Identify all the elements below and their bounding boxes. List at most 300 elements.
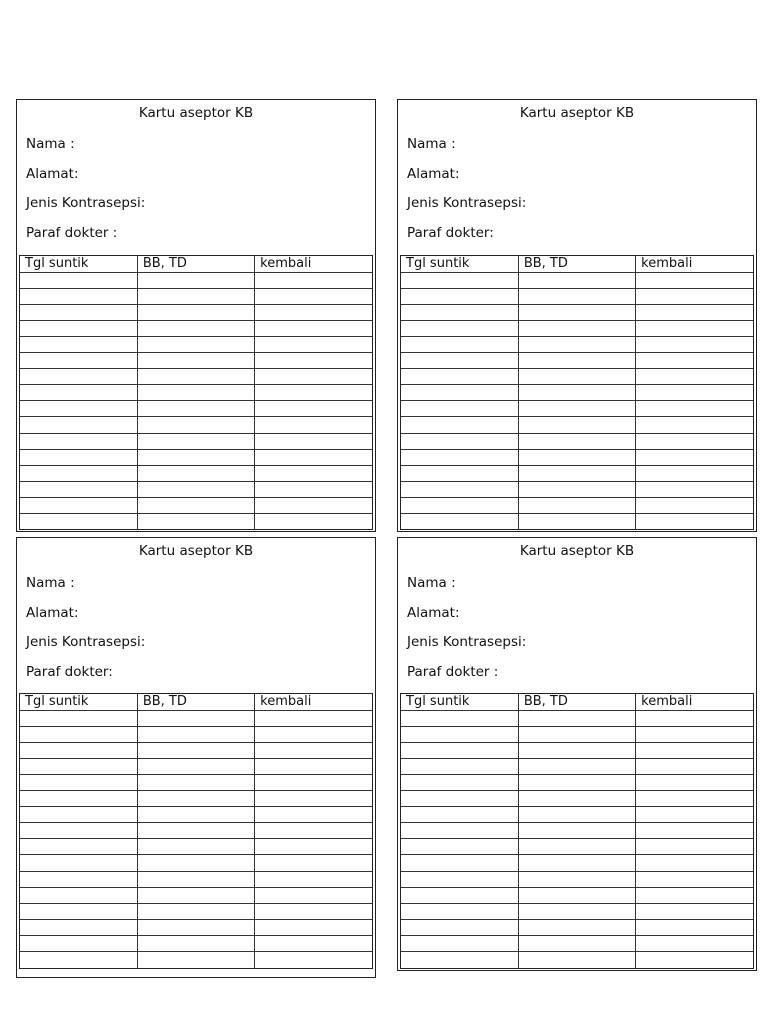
table-cell[interactable] (401, 791, 518, 807)
record-table (19, 693, 373, 969)
table-cell[interactable] (20, 774, 137, 790)
card-bottom-left (16, 537, 376, 978)
table-cell[interactable] (137, 726, 254, 742)
table-row (20, 465, 372, 481)
table-cell[interactable] (636, 871, 753, 887)
nama-field: Nama : (26, 575, 75, 591)
table-cell[interactable] (255, 839, 372, 855)
table-row (20, 272, 372, 288)
table-cell[interactable] (137, 320, 254, 336)
table-cell[interactable] (20, 433, 137, 449)
table-cell[interactable] (255, 855, 372, 871)
table-cell[interactable] (636, 433, 753, 449)
table-cell[interactable] (137, 272, 254, 288)
table-row (401, 952, 753, 968)
table-cell[interactable] (518, 288, 635, 304)
table-row (20, 353, 372, 369)
table-cell[interactable] (636, 758, 753, 774)
table-row (401, 742, 753, 758)
table-row (401, 839, 753, 855)
table-row (20, 369, 372, 385)
table-cell[interactable] (636, 903, 753, 919)
table-cell[interactable] (518, 871, 635, 887)
card-title: Kartu aseptor KB (519, 543, 635, 559)
table-cell[interactable] (401, 449, 518, 465)
table-cell[interactable] (255, 353, 372, 369)
table-cell[interactable] (20, 417, 137, 433)
table-row (20, 449, 372, 465)
paraf-dokter-field: Paraf dokter: (407, 225, 494, 241)
header-tgl-suntik: Tgl suntik (401, 256, 518, 272)
table-cell[interactable] (20, 742, 137, 758)
table-row (20, 823, 372, 839)
table-cell[interactable] (518, 807, 635, 823)
table-header-row (401, 694, 753, 710)
table-row (401, 288, 753, 304)
table-cell[interactable] (636, 304, 753, 320)
table-row (401, 417, 753, 433)
table-cell[interactable] (255, 385, 372, 401)
alamat-field: Alamat: (26, 605, 79, 621)
table-cell[interactable] (20, 791, 137, 807)
table-row (401, 855, 753, 871)
table-cell[interactable] (255, 823, 372, 839)
table-row (401, 919, 753, 935)
table-header-row (401, 256, 753, 272)
table-cell[interactable] (518, 417, 635, 433)
record-table (19, 255, 373, 530)
table-cell[interactable] (20, 807, 137, 823)
table-cell[interactable] (255, 514, 372, 530)
table-cell[interactable] (636, 288, 753, 304)
table-cell[interactable] (518, 481, 635, 497)
table-row (20, 433, 372, 449)
paraf-dokter-field: Paraf dokter : (26, 225, 118, 241)
table-row (20, 887, 372, 903)
table-cell[interactable] (636, 353, 753, 369)
table-cell[interactable] (20, 935, 137, 951)
table-cell[interactable] (401, 465, 518, 481)
table-cell[interactable] (137, 449, 254, 465)
table-cell[interactable] (636, 791, 753, 807)
jenis-kontrasepsi-field: Jenis Kontrasepsi: (407, 634, 527, 650)
header-tgl-suntik: Tgl suntik (20, 256, 137, 272)
table-cell[interactable] (20, 887, 137, 903)
table-cell[interactable] (255, 791, 372, 807)
table-cell[interactable] (255, 919, 372, 935)
table-row (401, 807, 753, 823)
table-cell[interactable] (255, 320, 372, 336)
table-row (20, 871, 372, 887)
table-cell[interactable] (137, 758, 254, 774)
jenis-kontrasepsi-field: Jenis Kontrasepsi: (407, 195, 527, 211)
header-tgl-suntik: Tgl suntik (20, 694, 137, 710)
table-cell[interactable] (255, 417, 372, 433)
table-cell[interactable] (20, 449, 137, 465)
table-cell[interactable] (137, 481, 254, 497)
table-row (20, 791, 372, 807)
table-cell[interactable] (518, 887, 635, 903)
table-cell[interactable] (20, 497, 137, 513)
table-cell[interactable] (137, 952, 254, 968)
table-cell[interactable] (401, 514, 518, 530)
paraf-dokter-field: Paraf dokter : (407, 664, 499, 680)
table-cell[interactable] (137, 935, 254, 951)
table-cell[interactable] (401, 935, 518, 951)
table-cell[interactable] (401, 320, 518, 336)
table-cell[interactable] (518, 320, 635, 336)
table-cell[interactable] (255, 871, 372, 887)
table-cell[interactable] (137, 887, 254, 903)
table-cell[interactable] (401, 807, 518, 823)
table-cell[interactable] (255, 710, 372, 726)
table-cell[interactable] (636, 481, 753, 497)
nama-field: Nama : (407, 575, 456, 591)
table-cell[interactable] (518, 385, 635, 401)
table-cell[interactable] (255, 497, 372, 513)
table-cell[interactable] (255, 742, 372, 758)
table-cell[interactable] (401, 272, 518, 288)
table-cell[interactable] (636, 336, 753, 352)
header-kembali: kembali (255, 256, 372, 272)
card-top-right (397, 99, 757, 532)
table-cell[interactable] (137, 807, 254, 823)
table-cell[interactable] (137, 839, 254, 855)
table-cell[interactable] (137, 903, 254, 919)
alamat-field: Alamat: (407, 166, 460, 182)
table-cell[interactable] (518, 758, 635, 774)
table-cell[interactable] (20, 514, 137, 530)
table-row (401, 871, 753, 887)
table-cell[interactable] (255, 401, 372, 417)
table-cell[interactable] (20, 481, 137, 497)
table-row (401, 320, 753, 336)
table-cell[interactable] (636, 272, 753, 288)
table-row (401, 903, 753, 919)
table-cell[interactable] (255, 726, 372, 742)
record-table (400, 693, 754, 969)
table-cell[interactable] (518, 742, 635, 758)
alamat-field: Alamat: (407, 605, 460, 621)
table-cell[interactable] (636, 726, 753, 742)
table-row (20, 855, 372, 871)
table-row (401, 465, 753, 481)
table-cell[interactable] (636, 465, 753, 481)
table-cell[interactable] (137, 497, 254, 513)
nama-field: Nama : (407, 136, 456, 152)
header-bb-td: BB, TD (518, 256, 635, 272)
table-cell[interactable] (401, 353, 518, 369)
table-cell[interactable] (636, 742, 753, 758)
table-cell[interactable] (255, 774, 372, 790)
card-title: Kartu aseptor KB (519, 105, 635, 121)
table-row (401, 935, 753, 951)
table-cell[interactable] (518, 823, 635, 839)
table-cell[interactable] (636, 839, 753, 855)
table-cell[interactable] (137, 401, 254, 417)
table-cell[interactable] (137, 855, 254, 871)
table-row (401, 887, 753, 903)
table-cell[interactable] (518, 401, 635, 417)
table-cell[interactable] (137, 823, 254, 839)
table-cell[interactable] (636, 385, 753, 401)
table-cell[interactable] (137, 791, 254, 807)
table-cell[interactable] (255, 887, 372, 903)
table-row (20, 935, 372, 951)
table-cell[interactable] (636, 497, 753, 513)
table-cell[interactable] (401, 385, 518, 401)
table-cell[interactable] (255, 807, 372, 823)
table-cell[interactable] (255, 304, 372, 320)
table-cell[interactable] (636, 417, 753, 433)
card-bottom-right (397, 537, 757, 971)
table-cell[interactable] (401, 855, 518, 871)
table-cell[interactable] (20, 855, 137, 871)
table-cell[interactable] (518, 336, 635, 352)
table-cell[interactable] (401, 336, 518, 352)
header-bb-td: BB, TD (137, 256, 254, 272)
table-cell[interactable] (137, 742, 254, 758)
table-cell[interactable] (20, 288, 137, 304)
table-cell[interactable] (401, 823, 518, 839)
table-cell[interactable] (636, 952, 753, 968)
table-row (20, 320, 372, 336)
table-cell[interactable] (255, 433, 372, 449)
table-cell[interactable] (255, 952, 372, 968)
table-cell[interactable] (20, 353, 137, 369)
table-cell[interactable] (137, 369, 254, 385)
table-row (401, 369, 753, 385)
table-row (401, 726, 753, 742)
record-table (400, 255, 754, 530)
table-cell[interactable] (137, 774, 254, 790)
table-cell[interactable] (20, 336, 137, 352)
table-cell[interactable] (636, 401, 753, 417)
table-cell[interactable] (518, 433, 635, 449)
header-kembali: kembali (636, 256, 753, 272)
table-cell[interactable] (137, 304, 254, 320)
table-cell[interactable] (518, 710, 635, 726)
table-row (401, 823, 753, 839)
card-title: Kartu aseptor KB (138, 105, 254, 121)
table-cell[interactable] (401, 871, 518, 887)
table-row (20, 336, 372, 352)
table-row (401, 481, 753, 497)
table-row (401, 710, 753, 726)
table-cell[interactable] (137, 514, 254, 530)
table-cell[interactable] (255, 369, 372, 385)
table-cell[interactable] (636, 855, 753, 871)
table-cell[interactable] (401, 742, 518, 758)
table-cell[interactable] (255, 903, 372, 919)
table-row (401, 336, 753, 352)
table-cell[interactable] (255, 481, 372, 497)
table-cell[interactable] (137, 433, 254, 449)
table-cell[interactable] (20, 726, 137, 742)
table-row (401, 774, 753, 790)
table-cell[interactable] (636, 935, 753, 951)
table-cell[interactable] (137, 336, 254, 352)
alamat-field: Alamat: (26, 166, 79, 182)
table-row (401, 304, 753, 320)
table-row (401, 514, 753, 530)
table-cell[interactable] (636, 449, 753, 465)
table-cell[interactable] (137, 465, 254, 481)
table-row (20, 758, 372, 774)
table-cell[interactable] (401, 952, 518, 968)
table-row (20, 304, 372, 320)
table-cell[interactable] (518, 514, 635, 530)
table-header-row (20, 256, 372, 272)
table-cell[interactable] (518, 497, 635, 513)
table-row (20, 497, 372, 513)
jenis-kontrasepsi-field: Jenis Kontrasepsi: (26, 634, 146, 650)
table-row (20, 385, 372, 401)
table-cell[interactable] (401, 369, 518, 385)
table-row (401, 433, 753, 449)
table-header-row (20, 694, 372, 710)
table-cell[interactable] (518, 726, 635, 742)
table-row (20, 952, 372, 968)
table-row (20, 839, 372, 855)
table-cell[interactable] (255, 465, 372, 481)
table-cell[interactable] (518, 839, 635, 855)
header-bb-td: BB, TD (518, 694, 635, 710)
table-cell[interactable] (137, 288, 254, 304)
table-cell[interactable] (518, 304, 635, 320)
table-row (20, 742, 372, 758)
table-cell[interactable] (401, 288, 518, 304)
table-cell[interactable] (137, 417, 254, 433)
table-cell[interactable] (20, 952, 137, 968)
table-cell[interactable] (20, 710, 137, 726)
table-cell[interactable] (401, 433, 518, 449)
table-cell[interactable] (20, 304, 137, 320)
table-cell[interactable] (137, 353, 254, 369)
table-cell[interactable] (20, 823, 137, 839)
table-cell[interactable] (636, 807, 753, 823)
table-cell[interactable] (636, 514, 753, 530)
table-cell[interactable] (636, 919, 753, 935)
table-row (20, 417, 372, 433)
table-cell[interactable] (518, 465, 635, 481)
table-cell[interactable] (20, 465, 137, 481)
table-cell[interactable] (137, 919, 254, 935)
header-kembali: kembali (255, 694, 372, 710)
table-cell[interactable] (255, 336, 372, 352)
table-cell[interactable] (401, 903, 518, 919)
table-row (20, 401, 372, 417)
table-row (401, 401, 753, 417)
table-cell[interactable] (137, 871, 254, 887)
table-cell[interactable] (401, 401, 518, 417)
table-cell[interactable] (401, 726, 518, 742)
table-row (401, 497, 753, 513)
table-cell[interactable] (20, 369, 137, 385)
table-row (20, 774, 372, 790)
table-cell[interactable] (636, 887, 753, 903)
jenis-kontrasepsi-field: Jenis Kontrasepsi: (26, 195, 146, 211)
table-cell[interactable] (20, 320, 137, 336)
table-cell[interactable] (518, 272, 635, 288)
nama-field: Nama : (26, 136, 75, 152)
table-cell[interactable] (137, 385, 254, 401)
table-cell[interactable] (255, 272, 372, 288)
table-cell[interactable] (636, 369, 753, 385)
paraf-dokter-field: Paraf dokter: (26, 664, 113, 680)
table-cell[interactable] (20, 919, 137, 935)
table-cell[interactable] (401, 839, 518, 855)
table-row (20, 807, 372, 823)
table-cell[interactable] (518, 919, 635, 935)
table-cell[interactable] (20, 903, 137, 919)
table-cell[interactable] (636, 710, 753, 726)
table-cell[interactable] (518, 369, 635, 385)
table-cell[interactable] (518, 903, 635, 919)
table-cell[interactable] (401, 887, 518, 903)
table-cell[interactable] (20, 385, 137, 401)
table-cell[interactable] (137, 710, 254, 726)
table-cell[interactable] (255, 449, 372, 465)
table-row (401, 758, 753, 774)
table-row (20, 288, 372, 304)
table-row (401, 449, 753, 465)
table-row (20, 726, 372, 742)
table-cell[interactable] (401, 497, 518, 513)
table-row (20, 481, 372, 497)
table-row (401, 791, 753, 807)
table-cell[interactable] (518, 855, 635, 871)
table-cell[interactable] (20, 871, 137, 887)
table-cell[interactable] (401, 774, 518, 790)
table-cell[interactable] (636, 774, 753, 790)
table-cell[interactable] (255, 758, 372, 774)
table-cell[interactable] (518, 952, 635, 968)
table-row (20, 514, 372, 530)
table-cell[interactable] (636, 823, 753, 839)
card-top-left (16, 99, 376, 532)
table-cell[interactable] (255, 935, 372, 951)
table-cell[interactable] (518, 353, 635, 369)
table-cell[interactable] (20, 758, 137, 774)
table-cell[interactable] (518, 791, 635, 807)
table-row (20, 919, 372, 935)
table-cell[interactable] (401, 481, 518, 497)
table-cell[interactable] (401, 710, 518, 726)
header-tgl-suntik: Tgl suntik (401, 694, 518, 710)
table-cell[interactable] (20, 401, 137, 417)
table-cell[interactable] (255, 288, 372, 304)
table-row (401, 272, 753, 288)
table-cell[interactable] (401, 304, 518, 320)
table-row (401, 353, 753, 369)
table-cell[interactable] (518, 935, 635, 951)
table-cell[interactable] (20, 272, 137, 288)
table-row (20, 710, 372, 726)
table-row (401, 385, 753, 401)
header-bb-td: BB, TD (137, 694, 254, 710)
table-cell[interactable] (401, 919, 518, 935)
header-kembali: kembali (636, 694, 753, 710)
table-cell[interactable] (636, 320, 753, 336)
table-cell[interactable] (518, 774, 635, 790)
table-cell[interactable] (518, 449, 635, 465)
table-cell[interactable] (401, 417, 518, 433)
table-cell[interactable] (401, 758, 518, 774)
table-cell[interactable] (20, 839, 137, 855)
table-row (20, 903, 372, 919)
card-title: Kartu aseptor KB (138, 543, 254, 559)
